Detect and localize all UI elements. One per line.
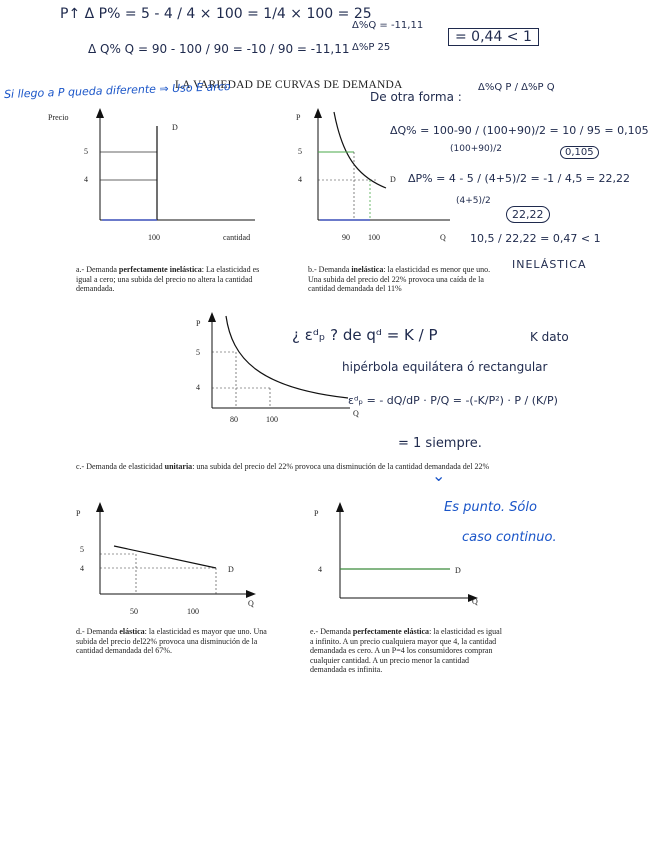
- caption-a-bold: perfectamente inelástica: [118, 265, 202, 274]
- handwritten-ratio-top: Δ%Q = -11,11: [352, 20, 424, 31]
- caption-c-rest: : una subida del precio del 22% provoca una disminución de la cantidad demandada del 22%: [192, 462, 490, 471]
- caption-e-rest: : la elasticidad es igual a infinito. A un precio cualquiera mayor que 4, la cantidad demandada es cero. A un P=4 los consumidores compran cualquier cantidad. A un precio menor la cantidad demandada es infinita.: [310, 627, 502, 674]
- x-axis-label: Q: [353, 409, 359, 418]
- handwritten-elasticity-formula: εᵈₚ = - dQ/dP · P/Q = -(-K/P²) · P / (K/P): [348, 394, 558, 407]
- caption-c-bold: unitaria: [164, 462, 193, 471]
- handwritten-dq-arc-sub: (100+90)/2: [450, 144, 502, 154]
- x-tick-100: 100: [368, 233, 380, 242]
- handwritten-quantity-change: Δ Q% Q = 90 - 100 / 90 = -10 / 90 = -11,11: [88, 42, 350, 56]
- caption-a-rest: : La elasticidad es igual a cero; una subida del precio no altera la cantidad demandada.: [76, 265, 260, 293]
- caption-d-rest: : la elasticidad es mayor que uno. Una subida del precio del22% provoca una disminución de la cantidad demandada del 67%.: [76, 627, 267, 655]
- curve-label: D: [228, 565, 234, 574]
- y-axis-label: P: [76, 509, 81, 518]
- handwritten-ratio-bottom: Δ%P 25: [352, 42, 391, 53]
- chart-inelastic: [290, 104, 470, 244]
- y-axis-arrow: [314, 108, 322, 118]
- handwritten-inelastic: INELÁSTICA: [512, 258, 587, 271]
- x-tick-50: 50: [130, 607, 138, 616]
- handwritten-k-dato: K dato: [530, 330, 569, 344]
- caption-e-prefix: e.- Demanda: [310, 627, 353, 636]
- y-tick-5: 5: [298, 147, 302, 156]
- handwritten-point-note-1: Es punto. Sólo: [444, 500, 537, 515]
- curve-label: D: [172, 123, 178, 132]
- handwritten-ratio-result: = 0,44 < 1: [448, 28, 539, 46]
- y-axis-label: P: [296, 113, 301, 122]
- y-tick-5: 5: [84, 147, 88, 156]
- caption-e-bold: perfectamente elástica: [352, 627, 430, 636]
- demand-curve: [114, 546, 216, 568]
- demand-curve: [334, 112, 386, 188]
- demand-curve: [226, 316, 348, 398]
- x-tick-100: 100: [187, 607, 199, 616]
- caption-d: [76, 627, 272, 656]
- y-tick-5: 5: [80, 545, 84, 554]
- x-tick-100: 100: [266, 415, 278, 424]
- handwritten-dp-circle: 22,22: [506, 206, 550, 223]
- x-axis-arrow: [246, 590, 256, 598]
- caption-d-bold: elástica: [119, 627, 145, 636]
- caption-b: [308, 265, 504, 294]
- chart-perfectly-elastic: [300, 500, 500, 610]
- handwritten-question: ¿ εᵈₚ ? de qᵈ = K / P: [292, 326, 438, 344]
- caption-a: [76, 265, 272, 294]
- handwritten-other-form: De otra forma :: [370, 90, 462, 104]
- y-axis-label: P: [314, 509, 319, 518]
- caption-b-prefix: b.- Demanda: [308, 265, 352, 274]
- x-tick-100: 100: [148, 233, 160, 242]
- y-axis-arrow: [336, 502, 344, 512]
- chart-elastic: [70, 500, 270, 620]
- handwritten-other-form-ratio: Δ%Q P / Δ%P Q: [478, 82, 555, 93]
- handwritten-arc-result: 10,5 / 22,22 = 0,47 < 1: [470, 232, 601, 245]
- handwritten-price-change: P↑ Δ P% = 5 - 4 / 4 × 100 = 1/4 × 100 = 25: [60, 6, 372, 22]
- handwritten-formula-result: = 1 siempre.: [398, 436, 482, 451]
- y-tick-4: 4: [80, 564, 84, 573]
- x-tick-90: 90: [342, 233, 350, 242]
- y-tick-5: 5: [196, 348, 200, 357]
- caption-b-bold: inelástica: [351, 265, 384, 274]
- y-tick-4: 4: [298, 175, 302, 184]
- handwritten-arc-note: Si llego a P queda diferente ⇒ Uso E arco: [3, 80, 231, 101]
- handwritten-dq-arc: ΔQ% = 100-90 / (100+90)/2 = 10 / 95 = 0,105: [390, 124, 649, 137]
- y-tick-4: 4: [318, 565, 322, 574]
- y-axis-label: P: [196, 319, 201, 328]
- caption-c: [76, 462, 496, 472]
- handwritten-hyperbola: hipérbola equilátera ó rectangular: [342, 360, 548, 374]
- x-tick-80: 80: [230, 415, 238, 424]
- y-axis-arrow: [96, 502, 104, 512]
- x-axis-label: cantidad: [223, 233, 251, 242]
- y-axis-arrow: [96, 108, 104, 118]
- caption-b-rest: : la elasticidad es menor que uno. Una subida del precio del 22% provoca una caída de la cantidad demandada del 11%: [308, 265, 491, 293]
- caption-e: [310, 627, 504, 675]
- caption-d-prefix: d.- Demanda: [76, 627, 120, 636]
- handwritten-point-note-2: caso continuo.: [462, 530, 557, 545]
- x-axis-label: Q: [248, 599, 254, 608]
- x-axis-label: Q: [472, 597, 478, 606]
- y-tick-4: 4: [196, 383, 200, 392]
- caption-a-prefix: a.- Demanda: [76, 265, 119, 274]
- handwritten-dp-arc: ΔP% = 4 - 5 / (4+5)/2 = -1 / 4,5 = 22,22: [408, 172, 631, 185]
- curve-label: D: [455, 566, 461, 575]
- curve-label: D: [390, 175, 396, 184]
- handwritten-dp-arc-sub: (4+5)/2: [456, 196, 491, 206]
- handwritten-arrow: ⌄: [432, 466, 446, 485]
- y-tick-4: 4: [84, 175, 88, 184]
- caption-c-prefix: c.- Demanda de elasticidad: [76, 462, 165, 471]
- x-axis-label: Q: [440, 233, 446, 242]
- y-axis-arrow: [208, 312, 216, 322]
- page-title: LA VARIEDAD DE CURVAS DE DEMANDA: [175, 79, 403, 91]
- handwritten-dq-arc-side: 0,105: [560, 146, 599, 159]
- y-axis-label: Precio: [48, 113, 69, 122]
- chart-unitary: [188, 310, 368, 440]
- chart-perfectly-inelastic: [40, 104, 280, 244]
